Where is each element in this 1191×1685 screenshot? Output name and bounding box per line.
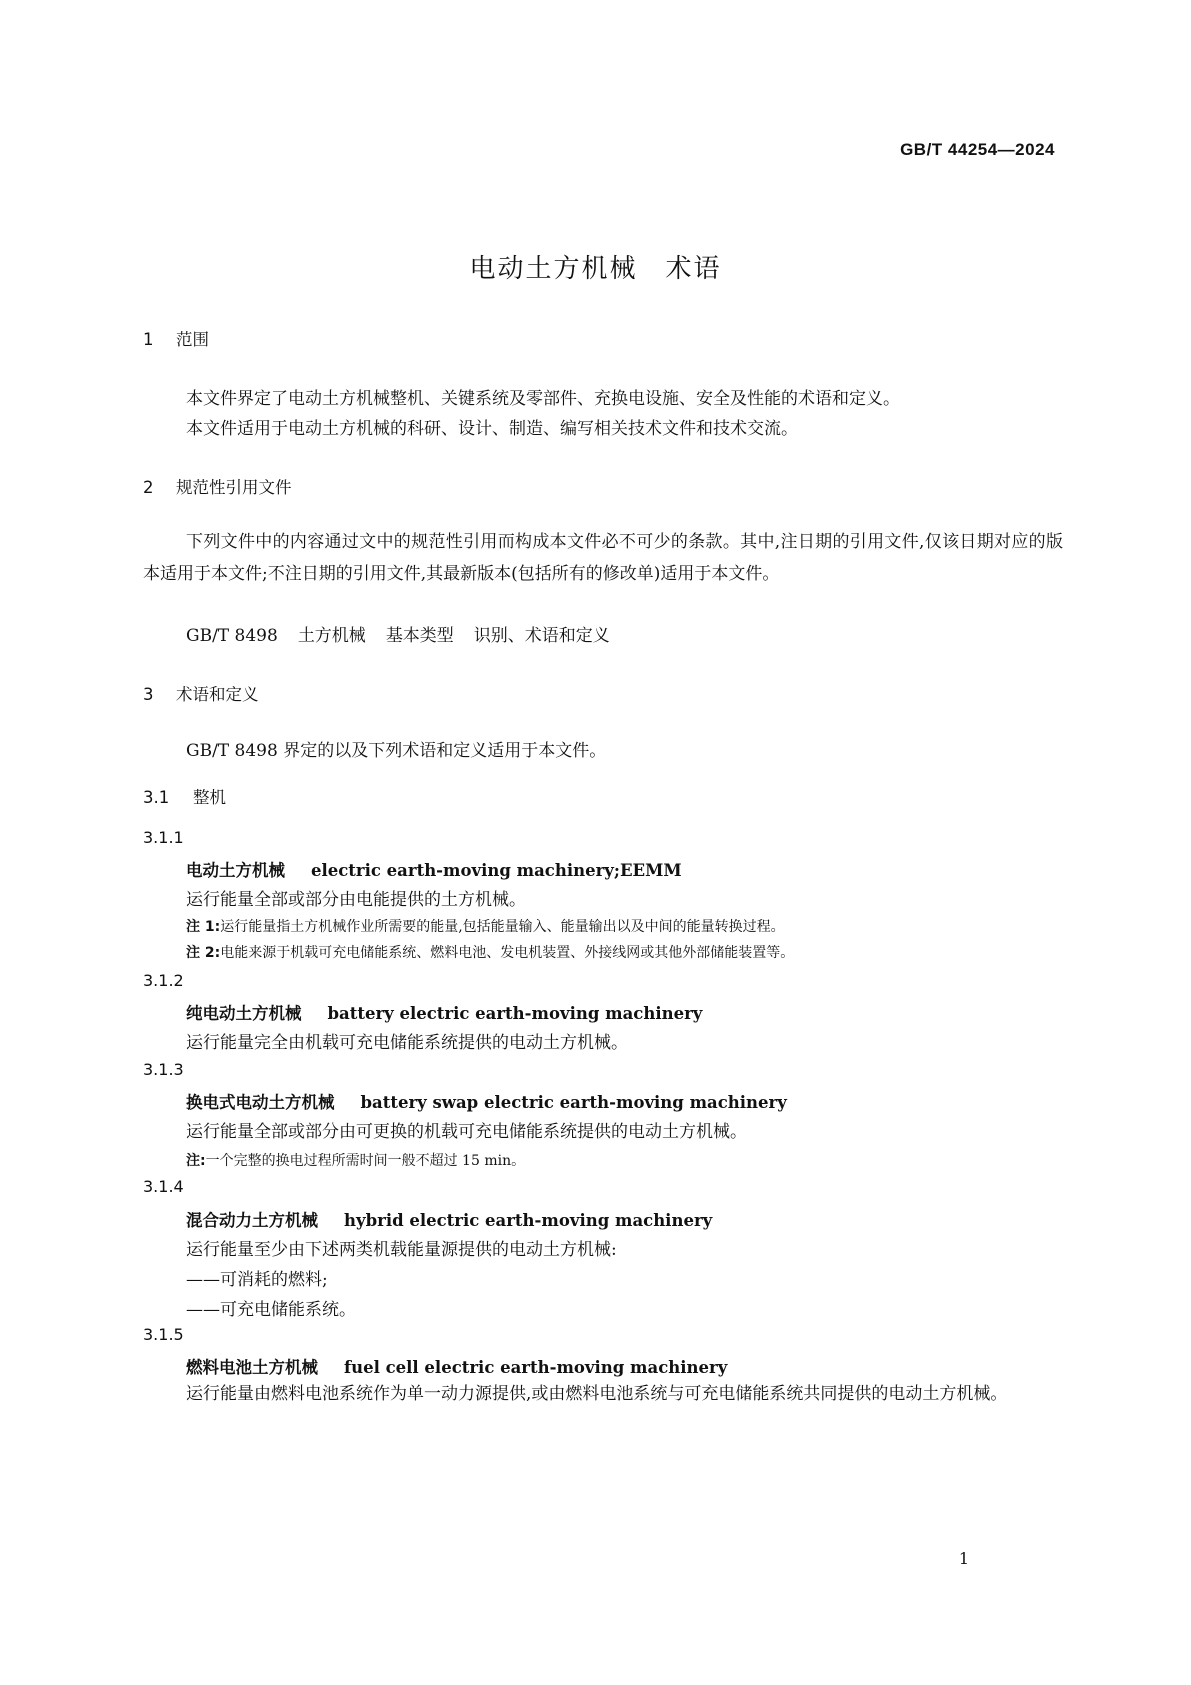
term-definition: 运行能量完全由机载可充电储能系统提供的电动土方机械。 (186, 1033, 628, 1053)
section-title: 范围 (176, 330, 209, 349)
term-heading (186, 1000, 702, 1024)
reference-code: GB/T 8498 (186, 626, 278, 646)
term-en: battery electric earth-moving machinery (327, 1004, 703, 1023)
term-zh: 纯电动土方机械 (186, 1004, 302, 1023)
section-title: 术语和定义 (176, 685, 259, 704)
reference-title-part: 基本类型 (385, 626, 454, 646)
note-text: 电能来源于机载可充电储能系统、燃料电池、发电机装置、外接线网或其他外部储能装置等。 (220, 945, 795, 961)
section-title: 规范性引用文件 (176, 478, 292, 497)
term-zh: 燃料电池土方机械 (186, 1358, 318, 1377)
term-definition: 运行能量至少由下述两类机载能量源提供的电动土方机械: (186, 1240, 617, 1260)
section-number: 2 (143, 478, 154, 497)
reference-entry (186, 621, 610, 646)
term-definition: 运行能量全部或部分由可更换的机载可充电储能系统提供的电动土方机械。 (186, 1122, 747, 1142)
section-title: 整机 (193, 788, 226, 807)
term-en: hybrid electric earth-moving machinery (344, 1211, 713, 1230)
normative-references-paragraph: 下列文件中的内容通过文中的规范性引用而构成本文件必不可少的条款。其中,注日期的引用文件,仅该日期对应的版本适用于本文件;不注日期的引用文件,其最新版本(包括所有的修改单)适用于本文件。 (143, 532, 1063, 584)
term-definition: 运行能量由燃料电池系统作为单一动力源提供,或由燃料电池系统与可充电储能系统共同提供的电动土方机械。 (186, 1384, 1008, 1404)
term-note (186, 1150, 525, 1170)
term-definition: 运行能量全部或部分由电能提供的土方机械。 (186, 890, 526, 910)
term-en: electric earth-moving machinery;EEMM (311, 861, 682, 880)
term-en: fuel cell electric earth-moving machinery (344, 1358, 728, 1377)
section-2-heading (143, 474, 292, 498)
term-heading (186, 857, 682, 881)
document-title: 电动土方机械 术语 (469, 254, 722, 284)
term-number: 3.1.5 (143, 1325, 184, 1344)
term-note (186, 942, 794, 962)
term-heading (186, 1089, 787, 1113)
list-item: ——可充电储能系统。 (186, 1300, 356, 1320)
note-label: 注 2: (186, 945, 221, 961)
section-number: 3 (143, 685, 154, 704)
page-number: 1 (958, 1549, 969, 1568)
section-1-heading (143, 326, 209, 350)
term-note (186, 916, 785, 936)
terms-intro-paragraph: GB/T 8498 界定的以及下列术语和定义适用于本文件。 (186, 741, 607, 761)
section-3-heading (143, 681, 259, 705)
term-number: 3.1.1 (143, 828, 184, 847)
note-text: 运行能量指土方机械作业所需要的能量,包括能量输入、能量输出以及中间的能量转换过程。 (220, 919, 785, 935)
term-heading (186, 1354, 727, 1378)
reference-title-part: 识别、术语和定义 (473, 626, 610, 646)
section-3-1-heading (143, 784, 226, 808)
list-item: ——可消耗的燃料; (186, 1270, 328, 1290)
section-number: 3.1 (143, 788, 170, 807)
term-zh: 电动土方机械 (186, 861, 285, 880)
term-number: 3.1.4 (143, 1177, 184, 1196)
scope-paragraph-1: 本文件界定了电动土方机械整机、关键系统及零部件、充换电设施、安全及性能的术语和定义。 (186, 389, 900, 409)
term-number: 3.1.3 (143, 1060, 184, 1079)
term-heading (186, 1207, 712, 1231)
term-number: 3.1.2 (143, 971, 184, 990)
note-text: 一个完整的换电过程所需时间一般不超过 15 min。 (205, 1153, 526, 1169)
term-zh: 换电式电动土方机械 (186, 1093, 335, 1112)
section-number: 1 (143, 330, 154, 349)
term-zh: 混合动力土方机械 (186, 1211, 318, 1230)
note-label: 注: (186, 1153, 206, 1169)
reference-title-part: 土方机械 (297, 626, 366, 646)
term-en: battery swap electric earth-moving machinery (360, 1093, 787, 1112)
note-label: 注 1: (186, 919, 221, 935)
scope-paragraph-2: 本文件适用于电动土方机械的科研、设计、制造、编写相关技术文件和技术交流。 (186, 419, 798, 439)
standard-number: GB/T 44254—2024 (900, 140, 1055, 159)
